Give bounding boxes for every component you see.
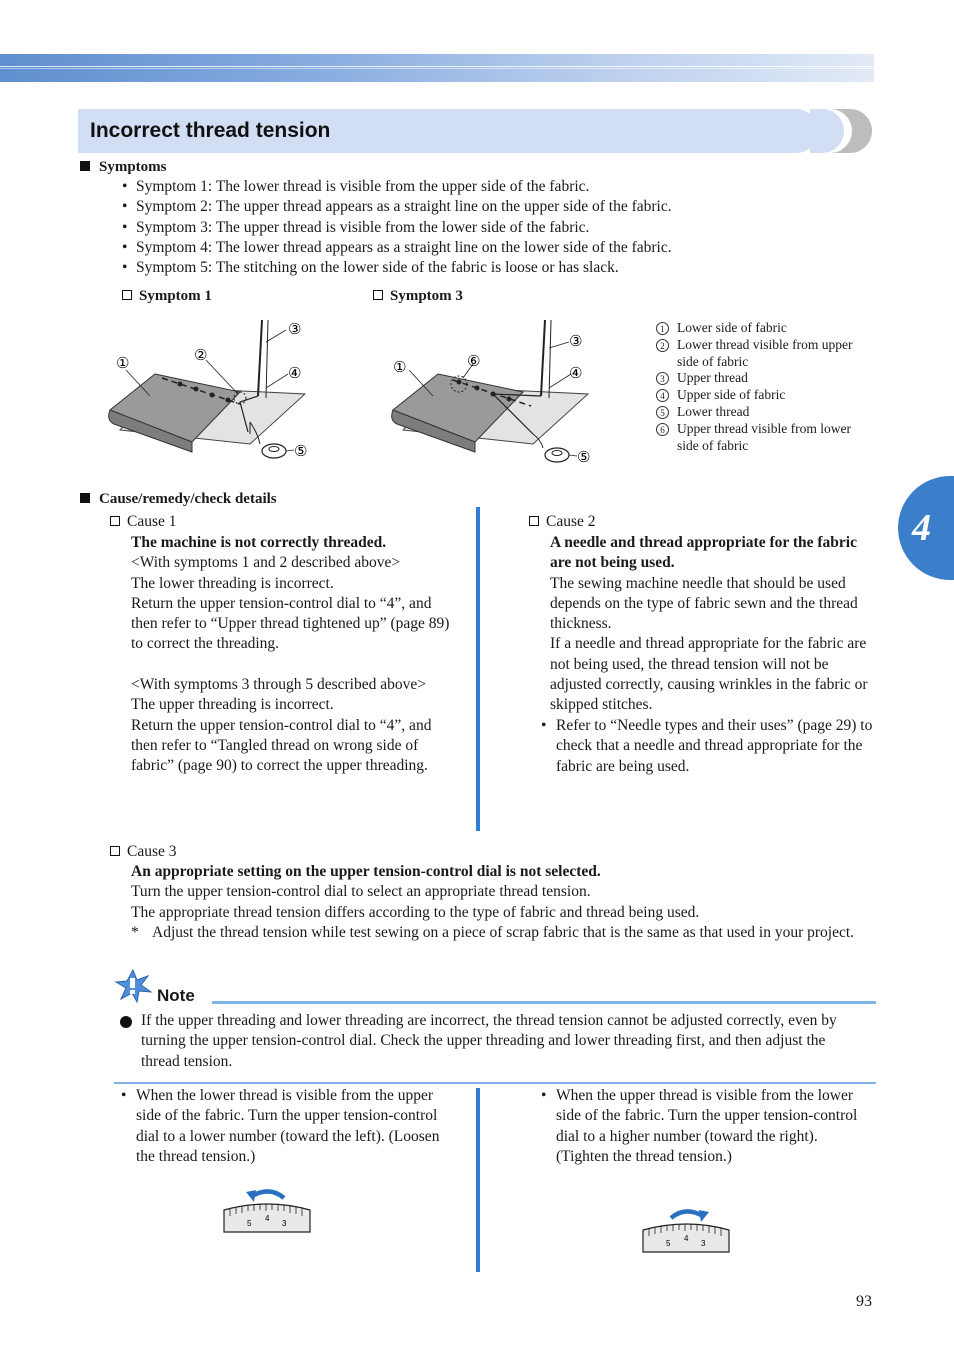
callout-5-label: ⑤ (294, 443, 308, 460)
callout-1-label: ① (393, 359, 407, 376)
legend-number: 2 (656, 339, 669, 352)
legend-number: 4 (656, 389, 669, 402)
callout-6-label: ⑥ (467, 353, 481, 370)
note-rule (212, 1001, 876, 1004)
figure-legend (655, 320, 855, 454)
symptom3-figure-label: Symptom 3 (373, 286, 463, 306)
column-divider (476, 507, 480, 831)
list-item: • Symptom 5: The stitching on the lower side of the fabric is loose or has slack. (122, 258, 672, 278)
checkbox-square-icon (110, 846, 120, 856)
square-bullet-icon (80, 493, 90, 503)
legend-item: 6 Upper thread visible from lower side of fabric (655, 421, 855, 455)
list-item: • Symptom 3: The upper thread is visible from the lower side of the fabric. (122, 218, 672, 238)
tension-dial-tighten-illustration (641, 1204, 733, 1256)
note-text: If the upper threading and lower threading are incorrect, the thread tension cannot be adjusted correctly, even by turning the upper tension-control dial. Check the upper threading and lower threading first, and then adjust the thread tension. (141, 1012, 837, 1070)
square-bullet-icon (80, 161, 90, 171)
list-item: • Symptom 4: The lower thread appears as a straight line on the lower side of the fabric. (122, 238, 672, 258)
cause3-footnote: * Adjust the thread tension while test sewing on a piece of scrap fabric that is the same as that used in your project. (131, 924, 855, 941)
callout-3-label: ③ (288, 321, 302, 338)
callout-5-label: ⑤ (577, 449, 591, 466)
cause3-label: Cause 3 (110, 842, 177, 862)
cause1-body: The machine is not correctly threaded. <With symptoms 1 and 2 described above> The lower threading is incorrect. Return the upper tension-control dial to “4”, and then refer to “Upper thread tightened up” (page 89) to correct the threading. <With symptoms 3 through 5 described above> The upper threading is incorrect. Return the upper tension-control dial to “4”, and then refer to “Tangled thread on wrong side of fabric” (page 90) to correct the upper threading. (131, 533, 461, 777)
checkbox-square-icon (529, 516, 539, 526)
causes-heading: Cause/remedy/check details (80, 489, 277, 509)
callout-4-label: ④ (569, 365, 583, 382)
cause1-label: Cause 1 (110, 512, 177, 532)
dial-number: 4 (684, 1234, 689, 1243)
section-title: Incorrect thread tension (90, 119, 331, 142)
checkbox-square-icon (110, 516, 120, 526)
chapter-number: 4 (912, 507, 931, 549)
list-item: • Symptom 1: The lower thread is visible from the upper side of the fabric. (122, 177, 672, 197)
dial-number: 4 (265, 1214, 270, 1223)
symptom1-illustration (100, 312, 320, 472)
page-number: 93 (856, 1293, 872, 1310)
column-divider (476, 1088, 480, 1272)
checkbox-square-icon (122, 290, 132, 300)
symptoms-list (122, 177, 672, 278)
cause3-body: An appropriate setting on the upper tension-control dial is not selected. Turn the upper tension-control dial to select an appropriate thread tension. The appropriate thread tension differs according to the type of fabric and thread being used. (131, 862, 881, 923)
cause1-title: The machine is not correctly threaded. (131, 534, 387, 551)
tension-dial-loosen-illustration (222, 1184, 314, 1236)
legend-number: 6 (656, 423, 669, 436)
cause2-title: A needle and thread appropriate for the fabric are not being used. (550, 534, 857, 572)
note-label: Note (157, 986, 195, 1005)
note-sparkle-icon (113, 968, 155, 1004)
note-bottom-rule (114, 1082, 876, 1084)
header-band (0, 54, 874, 82)
symptoms-heading: Symptoms (80, 157, 167, 177)
cause2-body: A needle and thread appropriate for the fabric are not being used. The sewing machine needle that should be used depends on the type of fabric sewn and the thread thickness. If a needle and thread appropriate for the fabric are not being used, the thread tension will not be adjusted correctly, causing wrinkles in the fabric or skipped stitches. (550, 533, 875, 716)
cause2-bullet: • Refer to “Needle types and their uses” (page 29) to check that a needle and thread appropriate for the fabric are being used. (541, 717, 873, 775)
legend-item: 4 Upper side of fabric (655, 387, 855, 404)
cause3-title: An appropriate setting on the upper tension-control dial is not selected. (131, 863, 601, 880)
symptom1-figure-label: Symptom 1 (122, 286, 212, 306)
list-item: • Symptom 2: The upper thread appears as a straight line on the upper side of the fabric. (122, 197, 672, 217)
dial-number: 3 (282, 1219, 287, 1228)
dial-number: 5 (247, 1219, 252, 1228)
checkbox-square-icon (373, 290, 383, 300)
arrow-right-icon (699, 1210, 709, 1222)
callout-3-label: ③ (569, 333, 583, 350)
legend-item: 5 Lower thread (655, 404, 855, 421)
symptom3-illustration (383, 312, 603, 472)
dial-tip-left: • When the lower thread is visible from the upper side of the fabric. Turn the upper tension-control dial to a lower number (toward the left). (Loosen the thread tension.) (121, 1087, 440, 1165)
dial-number: 3 (701, 1239, 706, 1248)
callout-2-label: ② (194, 347, 208, 364)
callout-4-label: ④ (288, 365, 302, 382)
legend-item: 1 Lower side of fabric (655, 320, 855, 337)
dial-tip-right: • When the upper thread is visible from the lower side of the fabric. Turn the upper tension-control dial to a higher number (toward the right). (Tighten the thread tension.) (541, 1087, 858, 1165)
note-bullet-icon (120, 1016, 132, 1028)
legend-number: 1 (656, 322, 669, 335)
dial-number: 5 (666, 1239, 671, 1248)
legend-number: 5 (656, 406, 669, 419)
title-bar-tabs-icon (810, 109, 874, 153)
cause2-label: Cause 2 (529, 512, 596, 532)
legend-item: 2 Lower thread visible from upper side of fabric (655, 337, 855, 371)
callout-1-label: ① (116, 355, 130, 372)
legend-item: 3 Upper thread (655, 370, 855, 387)
arrow-left-icon (246, 1190, 256, 1202)
legend-number: 3 (656, 372, 669, 385)
